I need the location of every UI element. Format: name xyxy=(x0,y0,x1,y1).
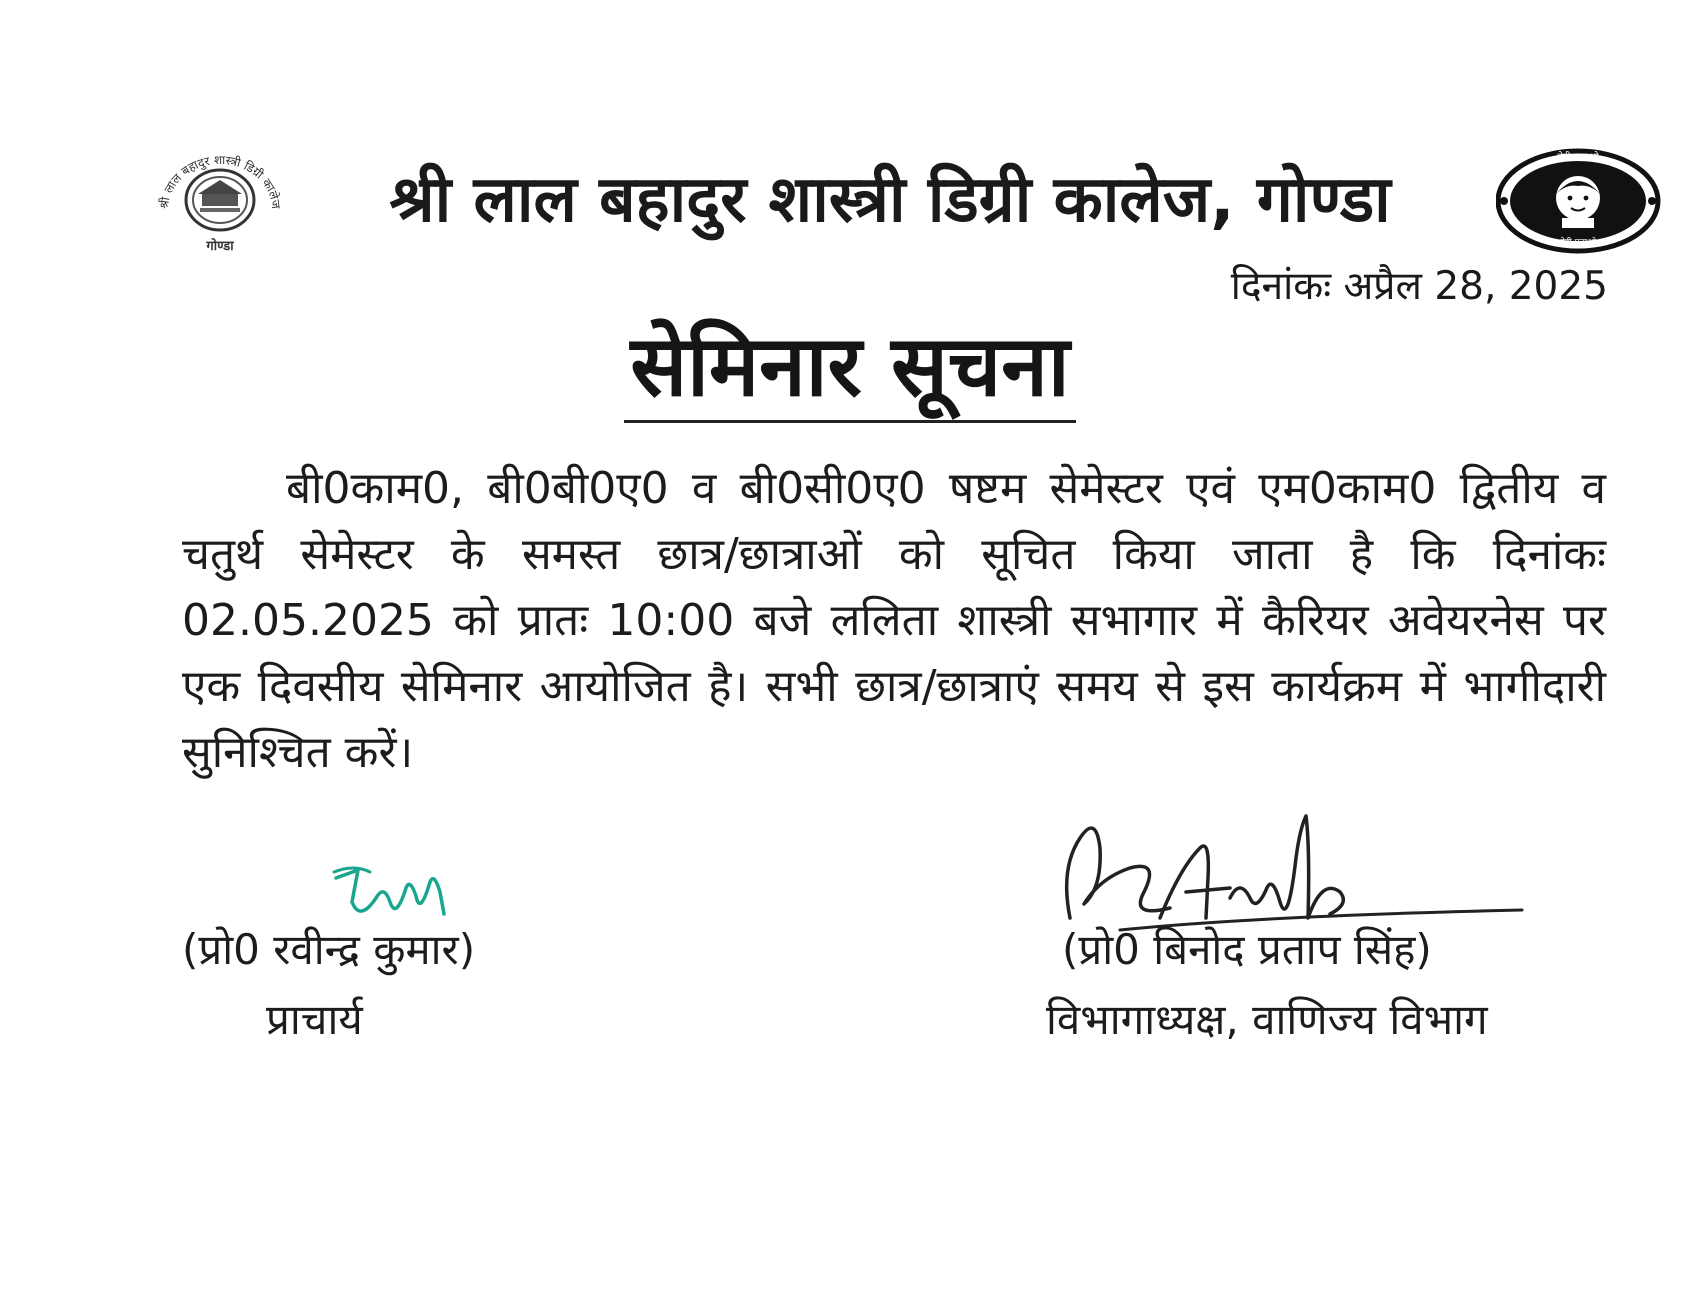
notice-body: बी0काम0, बी0बी0ए0 व बी0सी0ए0 षष्टम सेमेस्टर एवं एम0काम0 द्वितीय व चतुर्थ सेमेस्टर के समस्त छात्र/छात्राओं को सूचित किया जाता है कि दिनांकः 02.05.2025 को प्रातः 10:00 बजे ललिता शास्त्री सभागार में कैरियर अवेयरनेस पर एक दिवसीय सेमिनार आयोजित है। सभी छात्र/छात्राएं समय से इस कार्यक्रम में भागीदारी सुनिश्चित करें। xyxy=(182,463,1606,778)
principal-name: (प्रो0 रवीन्द्र कुमार) xyxy=(182,925,476,974)
college-name: श्री लाल बहादुर शास्त्री डिग्री कालेज, गोण्डा xyxy=(389,163,1391,237)
svg-text:बेटी पढ़ाओ: बेटी पढ़ाओ xyxy=(1559,238,1597,248)
hod-name: (प्रो0 बिनोद प्रताप सिंह) xyxy=(1062,925,1432,974)
notice-title-wrapper xyxy=(0,318,1700,423)
svg-text:बेटी बचाओ: बेटी बचाओ xyxy=(1557,152,1599,163)
beti-bachao-logo xyxy=(1496,146,1666,256)
notice-date: दिनांकः अप्रैल 28, 2025 xyxy=(1230,264,1608,309)
principal-designation: प्राचार्य xyxy=(266,995,363,1044)
college-seal-logo xyxy=(140,136,300,256)
svg-text:श्री लाल बहादुर शास्त्री डिग्र: श्री लाल बहादुर शास्त्री डिग्री कालेज xyxy=(156,152,284,210)
hod-designation: विभागाध्यक्ष, वाणिज्य विभाग xyxy=(1046,995,1488,1044)
svg-text:गोण्डा: गोण्डा xyxy=(206,239,234,254)
notice-title: सेमिनार सूचना xyxy=(624,318,1075,423)
